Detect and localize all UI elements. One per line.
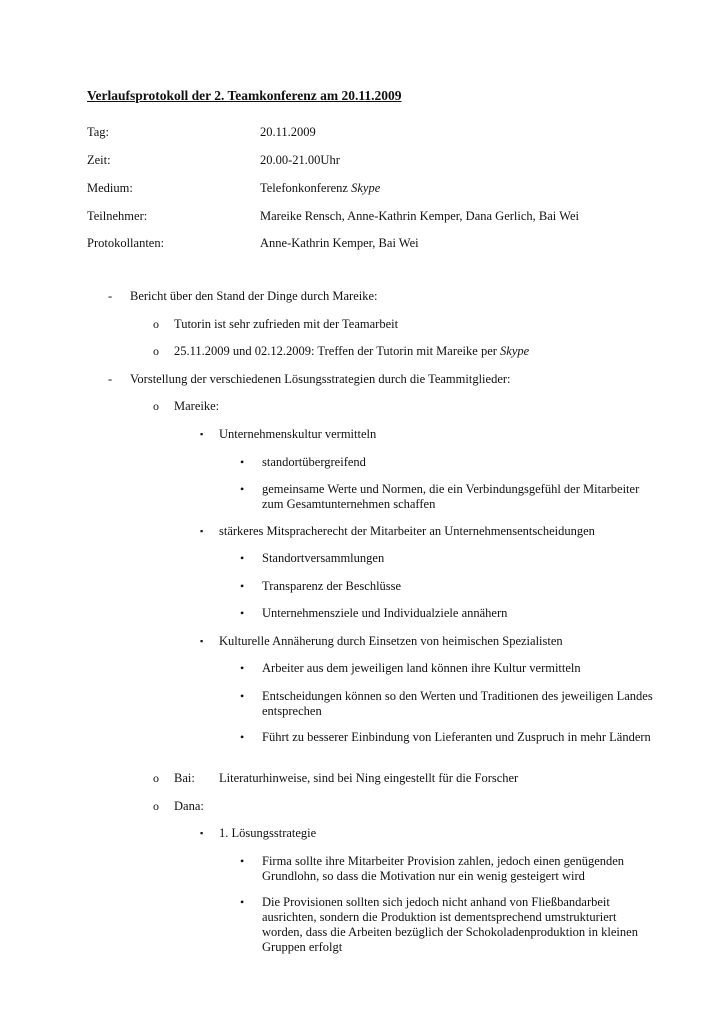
list-item-text: Tutorin ist sehr zufrieden mit der Teamarbeit	[174, 317, 399, 331]
list-item-text: Transparenz der Beschlüsse	[262, 579, 402, 593]
circle-marker: o	[153, 399, 159, 413]
circle-marker: o	[153, 317, 159, 331]
bullet-marker: •	[240, 854, 245, 868]
list-item-text: Firma sollte ihre Mitarbeiter Provision zahlen, jedoch einen genügenden Grundlohn, so dass die Motivation nur ein wenig gesteigert wird	[262, 854, 625, 883]
list-item-text: Unternehmensziele und Individualziele annähern	[262, 606, 508, 620]
document-title: Verlaufsprotokoll der 2. Teamkonferenz am 20.11.2009	[87, 88, 402, 103]
list-item-text: stärkeres Mitspracherecht der Mitarbeiter an Unternehmensentscheidungen	[219, 524, 595, 538]
list-item-text: Die Provisionen sollten sich jedoch nicht anhand von Fließbandarbeit ausrichten, sondern die Produktion ist dementsprechend umstrukturiert worden, dass die Arbeiten bezüglich der Schokoladenproduktion in kleinen Gruppen erfolgt	[262, 895, 638, 954]
list-item-text: Arbeiter aus dem jeweiligen land können ihre Kultur vermitteln	[262, 661, 581, 675]
square-marker: ▪	[200, 526, 204, 536]
square-marker: ▪	[200, 636, 204, 646]
list-item-text: gemeinsame Werte und Normen, die ein Verbindungsgefühl der Mitarbeiter zum Gesamtunternehmen schaffen	[262, 482, 640, 511]
bullet-marker: •	[240, 895, 245, 909]
list-item-text: Mareike:	[174, 399, 220, 413]
bullet-marker: •	[240, 661, 245, 675]
list-item-text: standortübergreifend	[262, 455, 366, 469]
meta-value: Anne-Kathrin Kemper, Bai Wei	[260, 236, 419, 250]
list-item-text: Vorstellung der verschiedenen Lösungsstrategien durch die Teammitglieder:	[130, 372, 511, 386]
dash-marker: -	[108, 372, 113, 386]
bullet-marker: •	[240, 579, 245, 593]
list-item-text: Unternehmenskultur vermitteln	[219, 427, 377, 441]
list-item-text: Bericht über den Stand der Dinge durch Mareike:	[130, 289, 378, 303]
bullet-marker: •	[240, 455, 245, 469]
meta-value: 20.11.2009	[260, 125, 316, 139]
list-item-text: Kulturelle Annäherung durch Einsetzen von heimischen Spezialisten	[219, 634, 563, 648]
list-item-text-main: 25.11.2009 und 02.12.2009: Treffen der Tutorin mit Mareike per	[174, 344, 497, 358]
bullet-marker: •	[240, 689, 245, 703]
list-item-text-italic: Skype	[500, 344, 530, 358]
list-item-text: Standortversammlungen	[262, 551, 385, 565]
dash-marker: -	[108, 289, 113, 303]
meta-label: Tag:	[87, 125, 110, 139]
list-item-text: Führt zu besserer Einbindung von Lieferanten und Zuspruch in mehr Ländern	[262, 730, 651, 744]
bullet-marker: •	[240, 482, 245, 496]
meta-value	[260, 181, 380, 196]
meta-value-italic: Skype	[351, 181, 381, 195]
list-item-text	[174, 344, 529, 359]
circle-marker: o	[153, 771, 159, 785]
meta-label: Protokollanten:	[87, 236, 165, 250]
circle-marker: o	[153, 344, 159, 358]
meta-label: Zeit:	[87, 153, 111, 167]
meta-value: 20.00-21.00Uhr	[260, 153, 340, 167]
meta-value: Mareike Rensch, Anne-Kathrin Kemper, Dana Gerlich, Bai Wei	[260, 209, 579, 223]
list-item-text: 1. Lösungsstrategie	[219, 826, 317, 840]
meta-value-text: Telefonkonferenz	[260, 181, 348, 195]
list-item-label: Bai:	[174, 771, 195, 785]
list-item-text: Dana:	[174, 799, 204, 813]
meta-label: Teilnehmer:	[87, 209, 148, 223]
meta-label: Medium:	[87, 181, 133, 195]
list-item-text: Literaturhinweise, sind bei Ning eingestellt für die Forscher	[219, 771, 519, 785]
bullet-marker: •	[240, 730, 245, 744]
bullet-marker: •	[240, 551, 245, 565]
square-marker: ▪	[200, 429, 204, 439]
circle-marker: o	[153, 799, 159, 813]
bullet-marker: •	[240, 606, 245, 620]
list-item-text: Entscheidungen können so den Werten und Traditionen des jeweiligen Landes entsprechen	[262, 689, 653, 718]
square-marker: ▪	[200, 828, 204, 838]
